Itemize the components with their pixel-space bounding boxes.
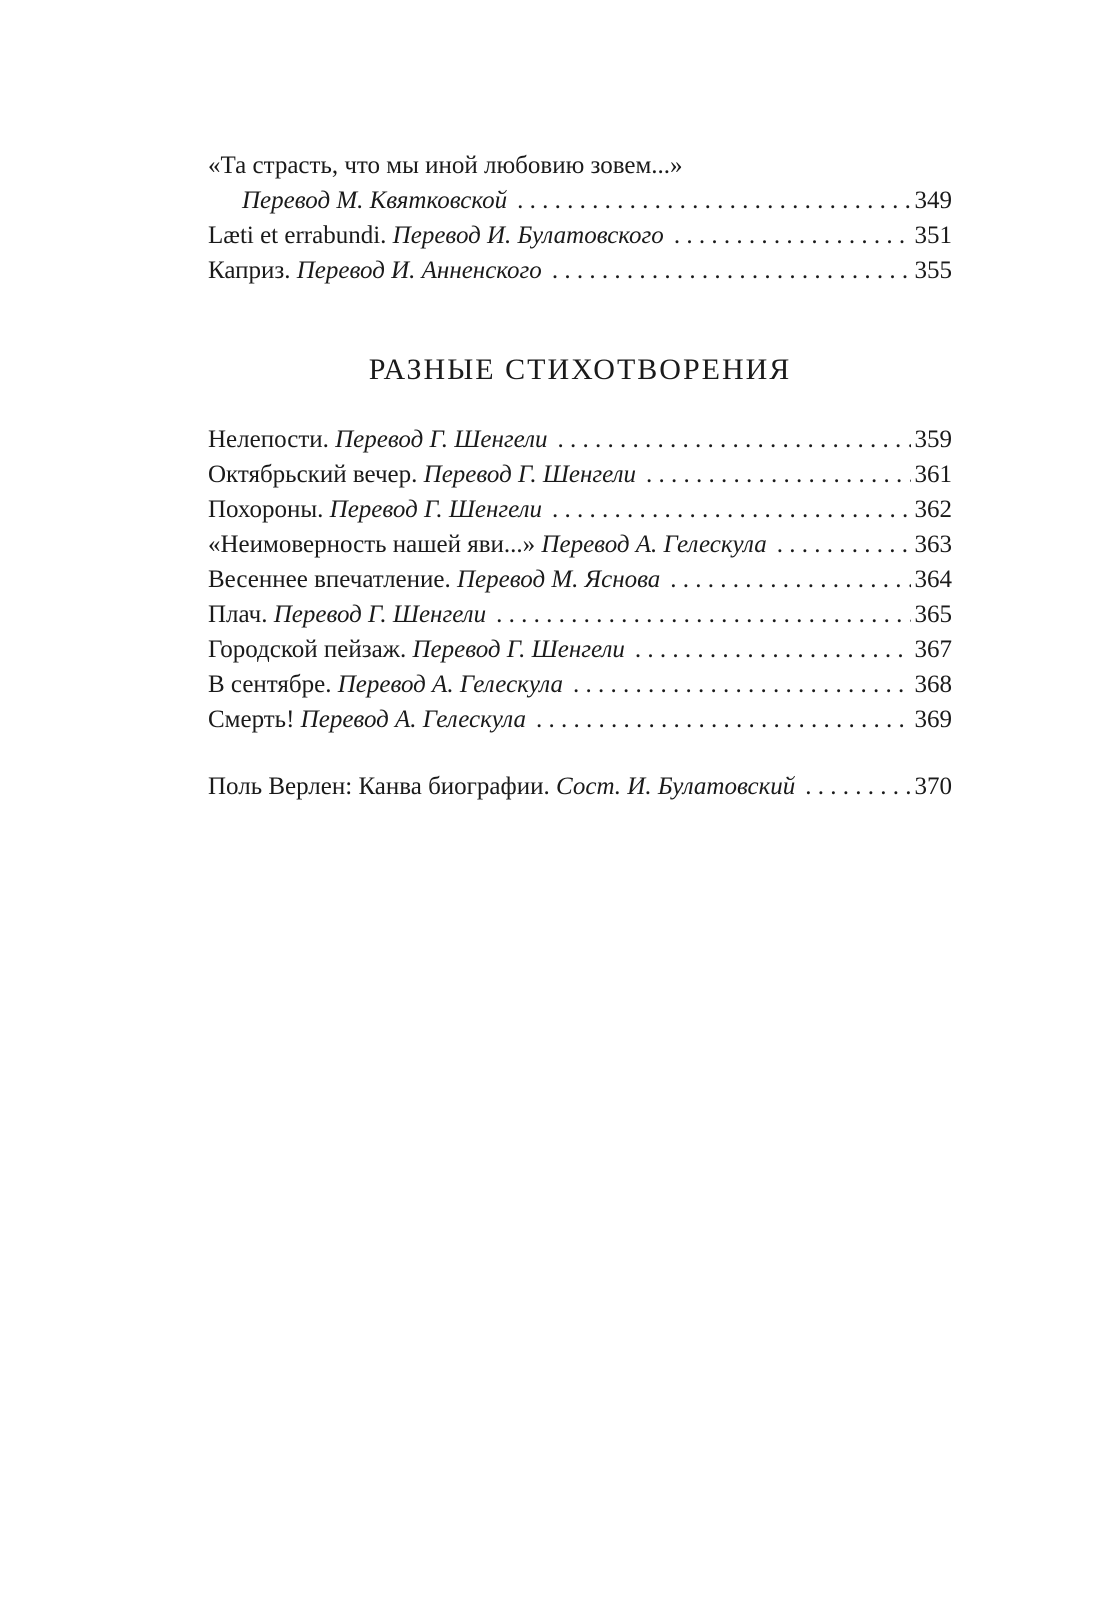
dot-leader — [517, 183, 910, 218]
toc-entry-title: Октябрьский вечер. — [208, 461, 418, 488]
toc-entry-final[interactable] — [208, 769, 952, 804]
dot-leader — [558, 422, 911, 457]
dot-leader — [552, 253, 911, 288]
toc-entry-translator: Перевод М. Яснова — [457, 566, 661, 593]
dot-leader — [635, 632, 911, 667]
toc-entry-translator: Перевод Г. Шенгели — [273, 601, 487, 628]
toc-entry-translator: Перевод Г. Шенгели — [412, 636, 625, 663]
toc-entry-translator: Перевод А. Гелескула — [337, 671, 563, 698]
dot-leader — [573, 667, 911, 702]
toc-entry-translator: Сост. И. Булатовский — [556, 773, 796, 800]
toc-entry[interactable] — [208, 183, 952, 218]
dot-leader — [646, 457, 910, 492]
toc-entry-title: Плач. — [208, 601, 268, 628]
toc-entry-title: В сентябре. — [208, 671, 332, 698]
toc-entry[interactable] — [208, 253, 952, 288]
toc-entry-translator: Перевод А. Гелескула — [541, 531, 767, 558]
toc-entry-page: 370 — [914, 773, 952, 800]
toc-entry-title: Нелепости. — [208, 426, 329, 453]
toc-entry-title: Смерть! — [208, 706, 295, 733]
toc-entry-translator: Перевод А. Гелескула — [300, 706, 526, 733]
dot-leader — [536, 702, 911, 737]
section-heading: РАЗНЫЕ СТИХОТВОРЕНИЯ — [368, 353, 792, 386]
toc-entry-title-line — [208, 148, 952, 183]
toc-entry-page: 362 — [914, 496, 952, 523]
toc-entry-title: Læti et errabundi. — [208, 222, 387, 249]
toc-entry-translator: Перевод Г. Шенгели — [335, 426, 548, 453]
toc-entry-page: 355 — [914, 257, 952, 284]
toc-entry-title: Каприз. — [208, 257, 291, 284]
toc-entry[interactable] — [208, 702, 952, 737]
toc-entry-title: Поль Верлен: Канва биографии. — [208, 773, 550, 800]
toc-entry-translator: Перевод Г. Шенгели — [423, 461, 637, 488]
toc-entry-title: «Неимоверность нашей яви...» — [208, 531, 536, 558]
toc-section-list — [208, 422, 952, 737]
toc-entry[interactable] — [208, 562, 952, 597]
toc-entry-page: 365 — [914, 601, 952, 628]
dot-leader — [805, 769, 910, 804]
toc-entry-title: Городской пейзаж. — [208, 636, 407, 663]
toc-entry-translator: Перевод Г. Шенгели — [329, 496, 543, 523]
toc-entry-title: Похороны. — [208, 496, 324, 523]
toc-top-list — [208, 148, 952, 288]
toc-entry-translator: Перевод М. Квятковской — [242, 187, 508, 214]
toc-entry-page: 363 — [914, 531, 952, 558]
toc-entry[interactable] — [208, 527, 952, 562]
dot-leader — [670, 562, 910, 597]
dot-leader — [674, 218, 911, 253]
toc-entry[interactable] — [208, 632, 952, 667]
toc-entry[interactable] — [208, 667, 952, 702]
toc-entry-page: 351 — [914, 222, 952, 249]
toc-entry-page: 359 — [914, 426, 952, 453]
toc-entry-page: 364 — [914, 566, 952, 593]
toc-entry-translator: Перевод И. Булатовского — [392, 222, 664, 249]
toc-entry-translator: Перевод И. Анненского — [296, 257, 542, 284]
toc-entry-page: 361 — [914, 461, 952, 488]
dot-leader — [552, 492, 910, 527]
spacer — [208, 737, 952, 769]
toc-entry[interactable] — [208, 422, 952, 457]
toc-entry-page: 367 — [914, 636, 952, 663]
toc-entry[interactable] — [208, 492, 952, 527]
toc-entry-title: «Та страсть, что мы иной любовию зовем...» — [208, 152, 683, 179]
toc-entry[interactable] — [208, 457, 952, 492]
dot-leader — [777, 527, 911, 562]
toc-page — [208, 148, 952, 804]
toc-entry-title: Весеннее впечатление. — [208, 566, 451, 593]
toc-entry-page: 368 — [914, 671, 952, 698]
toc-entry-page: 349 — [914, 187, 952, 214]
toc-entry[interactable] — [208, 218, 952, 253]
toc-entry-page: 369 — [914, 706, 952, 733]
toc-entry[interactable] — [208, 597, 952, 632]
dot-leader — [496, 597, 910, 632]
